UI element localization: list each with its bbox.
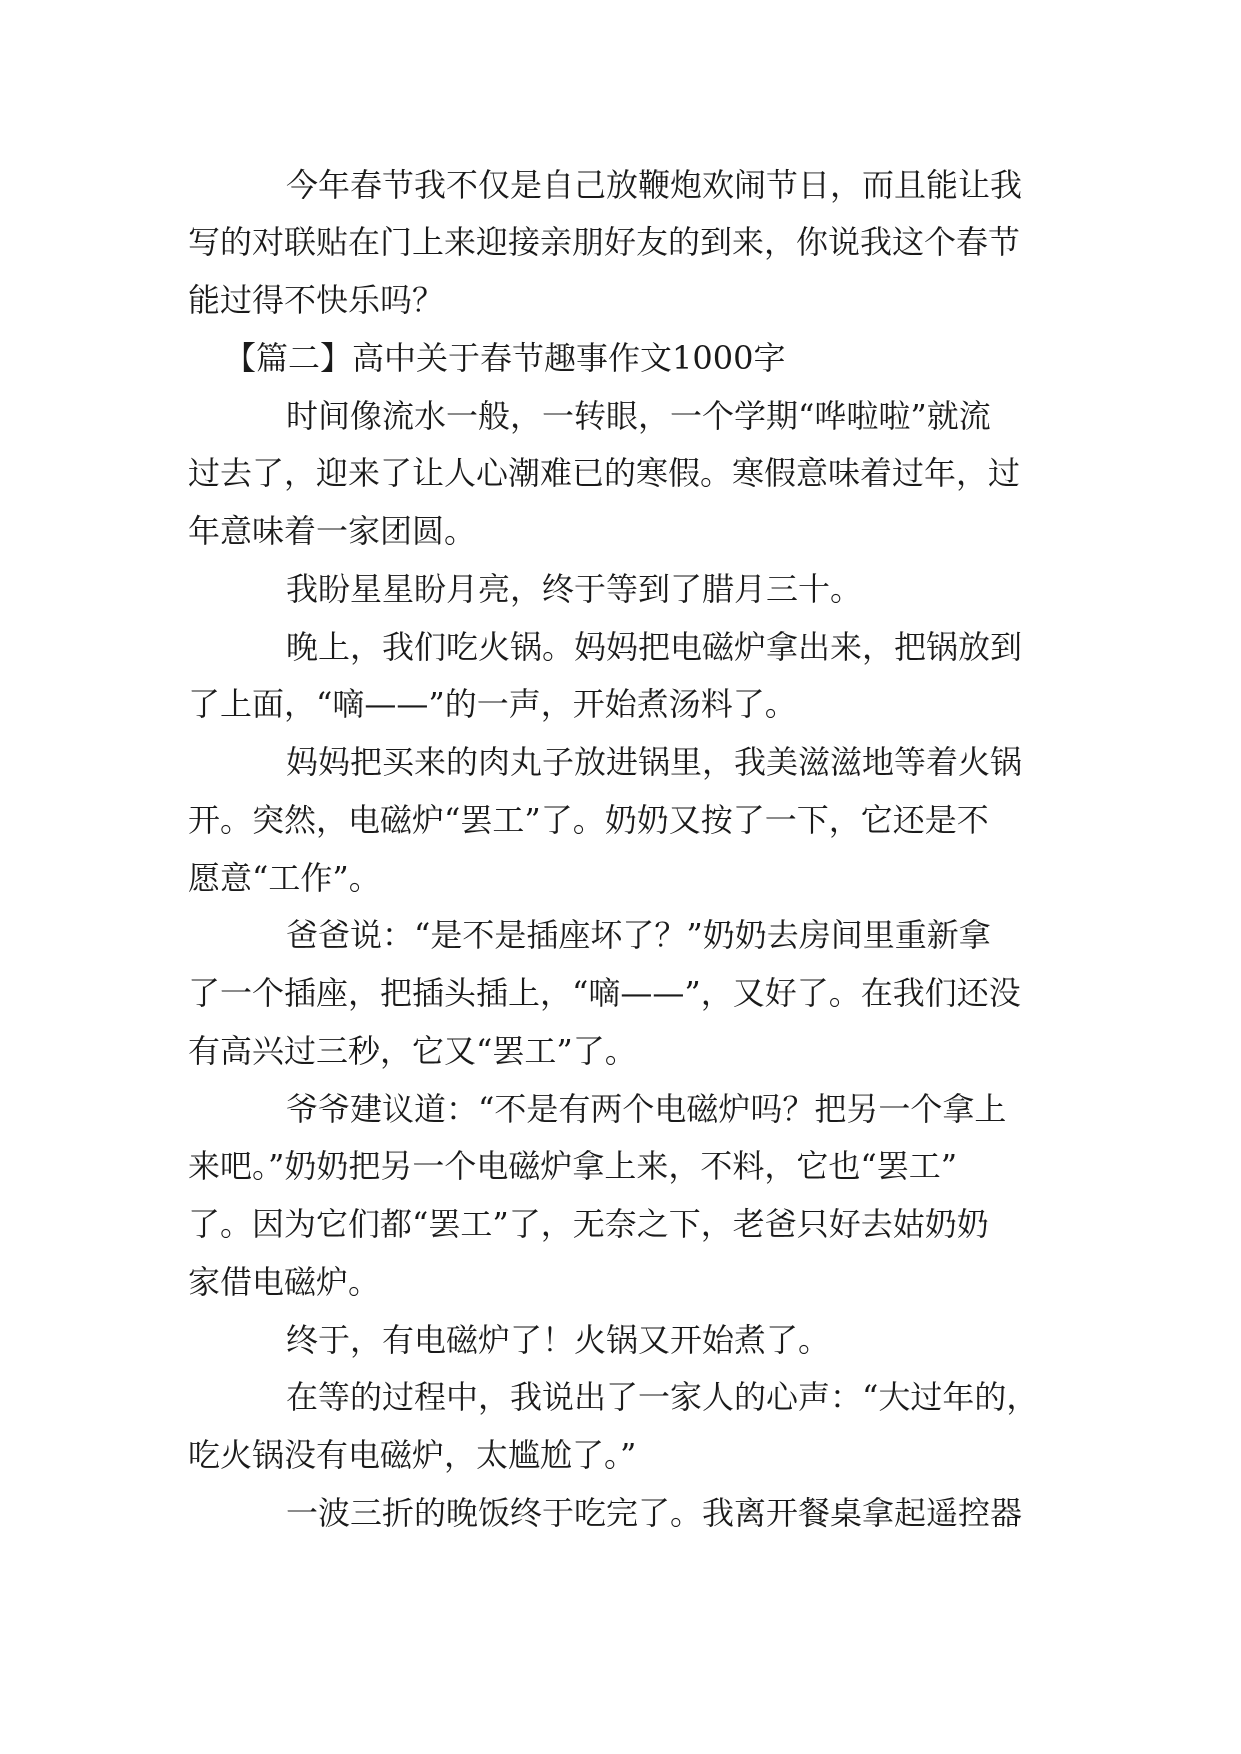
text-line: 今年春节我不仅是自己放鞭炮欢闹节日，而且能让我 xyxy=(286,166,1023,204)
text-line: 妈妈把买来的肉丸子放进锅里，我美滋滋地等着火锅 xyxy=(286,743,1023,781)
text-line: 终于，有电磁炉了！火锅又开始煮了。 xyxy=(286,1321,831,1359)
text-line: 爸爸说：“是不是插座坏了？”奶奶去房间里重新拿 xyxy=(286,916,991,954)
text-line: 写的对联贴在门上来迎接亲朋好友的到来，你说我这个春节 xyxy=(188,223,1021,261)
text-line: 年意味着一家团圆。 xyxy=(188,512,477,550)
text-line: 了。因为它们都“罢工”了，无奈之下，老爸只好去姑奶奶 xyxy=(188,1205,989,1243)
text-line: 时间像流水一般，一转眼，一个学期“哗啦啦”就流 xyxy=(286,397,991,435)
text-line: 了上面，“嘀——”的一声，开始煮汤料了。 xyxy=(188,685,797,723)
text-line: 来吧。”奶奶把另一个电磁炉拿上来，不料，它也“罢工” xyxy=(188,1147,958,1185)
text-line: 了一个插座，把插头插上，“嘀——”，又好了。在我们还没 xyxy=(188,974,1021,1012)
text-line: 能过得不快乐吗？ xyxy=(188,281,445,319)
text-line: 愿意“工作”。 xyxy=(188,859,381,897)
text-line: 家借电磁炉。 xyxy=(188,1263,381,1301)
text-line: 爷爷建议道：“不是有两个电磁炉吗？把另一个拿上 xyxy=(286,1090,1007,1128)
text-line: 吃火锅没有电磁炉，太尴尬了。” xyxy=(188,1436,637,1474)
text-line: 过去了，迎来了让人心潮难已的寒假。寒假意味着过年，过 xyxy=(188,454,1021,492)
text-line: 有高兴过三秒，它又“罢工”了。 xyxy=(188,1032,637,1070)
text-line: 晚上，我们吃火锅。妈妈把电磁炉拿出来，把锅放到 xyxy=(286,628,1023,666)
text-line: 在等的过程中，我说出了一家人的心声：“大过年的， xyxy=(286,1378,1039,1416)
text-line: 开。突然，电磁炉“罢工”了。奶奶又按了一下，它还是不 xyxy=(188,801,989,839)
text-line: 我盼星星盼月亮，终于等到了腊月三十。 xyxy=(286,570,863,608)
section-heading: 【篇二】高中关于春节趣事作文1000字 xyxy=(224,339,786,377)
text-line: 一波三折的晚饭终于吃完了。我离开餐桌拿起遥控器 xyxy=(286,1494,1023,1532)
